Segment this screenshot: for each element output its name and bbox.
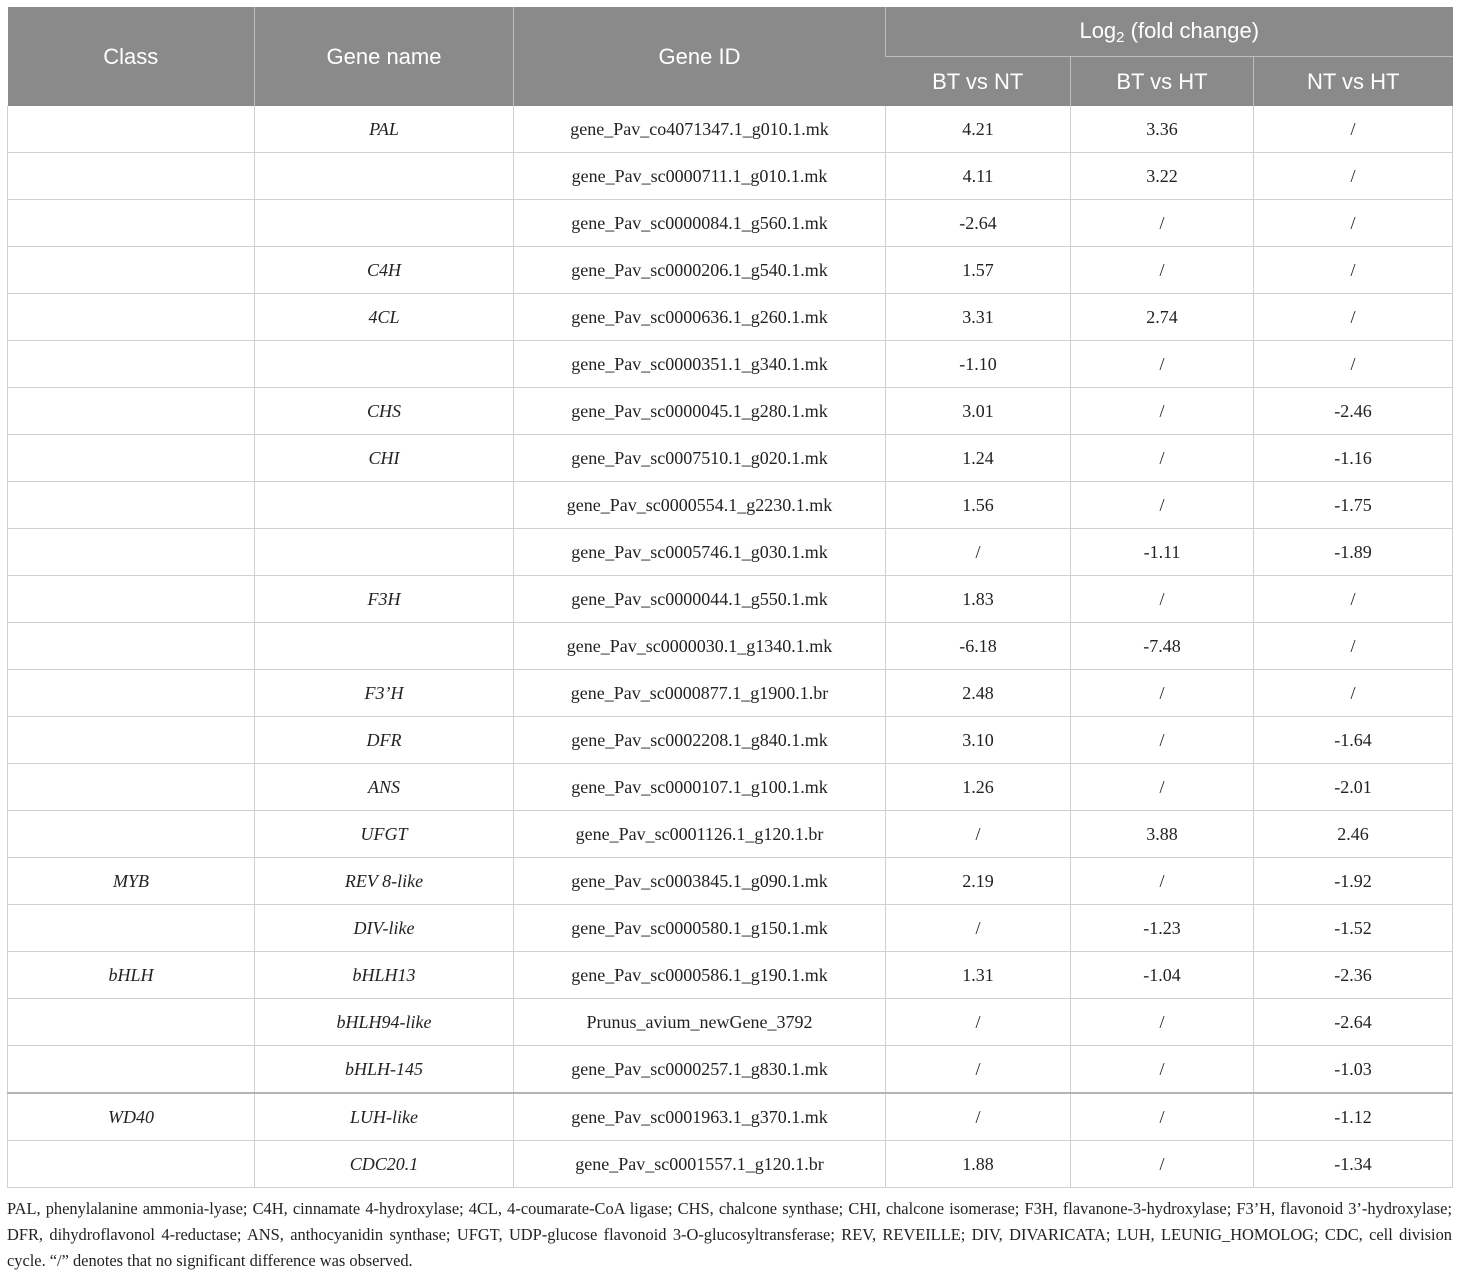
- cell-gene-name: F3H: [255, 576, 514, 623]
- cell-bt-vs-ht: /: [1071, 717, 1254, 764]
- table-body: [8, 106, 1453, 1188]
- cell-bt-vs-nt: 3.31: [886, 294, 1071, 341]
- table-row: [8, 482, 1453, 529]
- cell-class: [8, 341, 255, 388]
- cell-bt-vs-nt: /: [886, 529, 1071, 576]
- cell-gene-id: gene_Pav_sc0000554.1_g2230.1.mk: [514, 482, 886, 529]
- table-row: [8, 905, 1453, 952]
- table-row: [8, 623, 1453, 670]
- cell-bt-vs-ht: 3.22: [1071, 153, 1254, 200]
- cell-gene-id: gene_Pav_sc0000586.1_g190.1.mk: [514, 952, 886, 999]
- header-log-prefix: Log: [1079, 17, 1117, 43]
- cell-class: [8, 670, 255, 717]
- cell-nt-vs-ht: -2.01: [1254, 764, 1453, 811]
- cell-nt-vs-ht: -1.03: [1254, 1046, 1453, 1094]
- cell-nt-vs-ht: /: [1254, 247, 1453, 294]
- cell-bt-vs-ht: /: [1071, 388, 1254, 435]
- cell-bt-vs-ht: /: [1071, 670, 1254, 717]
- cell-nt-vs-ht: /: [1254, 341, 1453, 388]
- cell-bt-vs-ht: 2.74: [1071, 294, 1254, 341]
- cell-bt-vs-ht: 3.88: [1071, 811, 1254, 858]
- header-row: [8, 7, 1453, 57]
- cell-gene-id: gene_Pav_sc0000351.1_g340.1.mk: [514, 341, 886, 388]
- table-row: [8, 811, 1453, 858]
- cell-gene-id: gene_Pav_sc0000636.1_g260.1.mk: [514, 294, 886, 341]
- cell-gene-id: gene_Pav_sc0000257.1_g830.1.mk: [514, 1046, 886, 1094]
- cell-class: bHLH: [8, 952, 255, 999]
- cell-nt-vs-ht: -2.46: [1254, 388, 1453, 435]
- cell-bt-vs-nt: 4.21: [886, 106, 1071, 153]
- table-row: [8, 717, 1453, 764]
- table-row: [8, 200, 1453, 247]
- cell-nt-vs-ht: /: [1254, 153, 1453, 200]
- cell-gene-id: gene_Pav_sc0007510.1_g020.1.mk: [514, 435, 886, 482]
- cell-nt-vs-ht: -1.75: [1254, 482, 1453, 529]
- cell-gene-name: CHI: [255, 435, 514, 482]
- cell-gene-id: gene_Pav_sc0003845.1_g090.1.mk: [514, 858, 886, 905]
- header-gene-name: Gene name: [255, 7, 514, 106]
- cell-gene-name: [255, 153, 514, 200]
- cell-nt-vs-ht: /: [1254, 623, 1453, 670]
- cell-gene-id: gene_Pav_sc0000711.1_g010.1.mk: [514, 153, 886, 200]
- cell-gene-name: [255, 482, 514, 529]
- table-row: [8, 341, 1453, 388]
- cell-nt-vs-ht: -1.64: [1254, 717, 1453, 764]
- cell-gene-name: PAL: [255, 106, 514, 153]
- table-row: [8, 764, 1453, 811]
- table-row: [8, 1093, 1453, 1141]
- cell-bt-vs-ht: -7.48: [1071, 623, 1254, 670]
- table-row: [8, 952, 1453, 999]
- cell-bt-vs-ht: /: [1071, 200, 1254, 247]
- cell-gene-id: gene_Pav_sc0002208.1_g840.1.mk: [514, 717, 886, 764]
- cell-gene-name: DFR: [255, 717, 514, 764]
- cell-gene-name: UFGT: [255, 811, 514, 858]
- cell-nt-vs-ht: -1.16: [1254, 435, 1453, 482]
- cell-gene-name: [255, 529, 514, 576]
- cell-gene-id: gene_Pav_sc0001557.1_g120.1.br: [514, 1141, 886, 1188]
- cell-gene-name: [255, 623, 514, 670]
- header-class: Class: [8, 7, 255, 106]
- cell-bt-vs-ht: /: [1071, 482, 1254, 529]
- header-nt-vs-ht: NT vs HT: [1254, 57, 1453, 107]
- cell-gene-id: gene_Pav_sc0000044.1_g550.1.mk: [514, 576, 886, 623]
- cell-nt-vs-ht: /: [1254, 106, 1453, 153]
- cell-class: [8, 388, 255, 435]
- header-bt-vs-nt: BT vs NT: [886, 57, 1071, 107]
- cell-bt-vs-nt: /: [886, 811, 1071, 858]
- cell-gene-name: [255, 200, 514, 247]
- cell-bt-vs-nt: -6.18: [886, 623, 1071, 670]
- cell-bt-vs-nt: 2.19: [886, 858, 1071, 905]
- cell-nt-vs-ht: 2.46: [1254, 811, 1453, 858]
- cell-bt-vs-ht: /: [1071, 247, 1254, 294]
- cell-bt-vs-ht: /: [1071, 341, 1254, 388]
- cell-bt-vs-nt: 3.01: [886, 388, 1071, 435]
- cell-class: MYB: [8, 858, 255, 905]
- table-row: [8, 294, 1453, 341]
- cell-nt-vs-ht: /: [1254, 576, 1453, 623]
- cell-gene-name: 4CL: [255, 294, 514, 341]
- cell-gene-id: gene_Pav_co4071347.1_g010.1.mk: [514, 106, 886, 153]
- header-log-sub: 2: [1116, 28, 1125, 46]
- table-row: [8, 576, 1453, 623]
- cell-gene-id: gene_Pav_sc0000030.1_g1340.1.mk: [514, 623, 886, 670]
- table-row: [8, 435, 1453, 482]
- cell-bt-vs-ht: /: [1071, 1141, 1254, 1188]
- cell-nt-vs-ht: -2.64: [1254, 999, 1453, 1046]
- cell-gene-name: REV 8-like: [255, 858, 514, 905]
- cell-class: [8, 811, 255, 858]
- table-row: [8, 858, 1453, 905]
- cell-class: [8, 482, 255, 529]
- table-row: [8, 106, 1453, 153]
- cell-bt-vs-ht: /: [1071, 576, 1254, 623]
- cell-bt-vs-ht: /: [1071, 1046, 1254, 1094]
- table-row: [8, 388, 1453, 435]
- cell-gene-name: bHLH94-like: [255, 999, 514, 1046]
- header-bt-vs-ht: BT vs HT: [1071, 57, 1254, 107]
- cell-bt-vs-nt: -1.10: [886, 341, 1071, 388]
- cell-bt-vs-ht: /: [1071, 1093, 1254, 1141]
- cell-gene-name: bHLH13: [255, 952, 514, 999]
- cell-nt-vs-ht: -1.92: [1254, 858, 1453, 905]
- cell-class: [8, 905, 255, 952]
- cell-nt-vs-ht: -1.52: [1254, 905, 1453, 952]
- cell-nt-vs-ht: /: [1254, 294, 1453, 341]
- cell-bt-vs-nt: /: [886, 1093, 1071, 1141]
- cell-bt-vs-ht: -1.04: [1071, 952, 1254, 999]
- cell-class: [8, 153, 255, 200]
- cell-class: [8, 1046, 255, 1094]
- cell-gene-id: gene_Pav_sc0001963.1_g370.1.mk: [514, 1093, 886, 1141]
- cell-gene-id: gene_Pav_sc0000107.1_g100.1.mk: [514, 764, 886, 811]
- cell-class: [8, 106, 255, 153]
- cell-gene-name: DIV-like: [255, 905, 514, 952]
- cell-gene-id: Prunus_avium_newGene_3792: [514, 999, 886, 1046]
- cell-bt-vs-nt: 1.83: [886, 576, 1071, 623]
- cell-gene-name: CHS: [255, 388, 514, 435]
- table-container: [7, 7, 1452, 1188]
- cell-class: [8, 1141, 255, 1188]
- cell-gene-id: gene_Pav_sc0001126.1_g120.1.br: [514, 811, 886, 858]
- table-row: [8, 670, 1453, 717]
- table-row: [8, 999, 1453, 1046]
- cell-bt-vs-nt: /: [886, 1046, 1071, 1094]
- cell-gene-name: F3’H: [255, 670, 514, 717]
- cell-bt-vs-nt: -2.64: [886, 200, 1071, 247]
- cell-gene-name: LUH-like: [255, 1093, 514, 1141]
- cell-class: [8, 200, 255, 247]
- cell-gene-name: [255, 341, 514, 388]
- cell-nt-vs-ht: -1.12: [1254, 1093, 1453, 1141]
- table-row: [8, 1046, 1453, 1094]
- table-row: [8, 153, 1453, 200]
- cell-class: [8, 717, 255, 764]
- cell-nt-vs-ht: /: [1254, 200, 1453, 247]
- table-row: [8, 1141, 1453, 1188]
- cell-bt-vs-ht: /: [1071, 764, 1254, 811]
- cell-bt-vs-ht: 3.36: [1071, 106, 1254, 153]
- cell-bt-vs-nt: 1.56: [886, 482, 1071, 529]
- cell-gene-id: gene_Pav_sc0000580.1_g150.1.mk: [514, 905, 886, 952]
- gene-expression-table: [7, 7, 1453, 1188]
- table-row: [8, 247, 1453, 294]
- cell-gene-id: gene_Pav_sc0005746.1_g030.1.mk: [514, 529, 886, 576]
- cell-bt-vs-nt: 4.11: [886, 153, 1071, 200]
- table-row: [8, 529, 1453, 576]
- cell-bt-vs-nt: /: [886, 905, 1071, 952]
- cell-gene-name: bHLH-145: [255, 1046, 514, 1094]
- cell-bt-vs-ht: /: [1071, 435, 1254, 482]
- cell-bt-vs-nt: 1.24: [886, 435, 1071, 482]
- cell-class: [8, 576, 255, 623]
- cell-gene-name: CDC20.1: [255, 1141, 514, 1188]
- cell-bt-vs-nt: 3.10: [886, 717, 1071, 764]
- cell-bt-vs-nt: 1.31: [886, 952, 1071, 999]
- cell-nt-vs-ht: -1.34: [1254, 1141, 1453, 1188]
- cell-class: [8, 247, 255, 294]
- cell-class: [8, 435, 255, 482]
- cell-bt-vs-nt: 1.88: [886, 1141, 1071, 1188]
- cell-class: [8, 529, 255, 576]
- cell-class: WD40: [8, 1093, 255, 1141]
- cell-gene-name: ANS: [255, 764, 514, 811]
- cell-gene-id: gene_Pav_sc0000206.1_g540.1.mk: [514, 247, 886, 294]
- cell-gene-id: gene_Pav_sc0000877.1_g1900.1.br: [514, 670, 886, 717]
- cell-nt-vs-ht: /: [1254, 670, 1453, 717]
- cell-bt-vs-ht: /: [1071, 858, 1254, 905]
- cell-class: [8, 294, 255, 341]
- header-gene-id: Gene ID: [514, 7, 886, 106]
- cell-class: [8, 764, 255, 811]
- cell-bt-vs-ht: -1.11: [1071, 529, 1254, 576]
- cell-nt-vs-ht: -1.89: [1254, 529, 1453, 576]
- cell-bt-vs-ht: -1.23: [1071, 905, 1254, 952]
- cell-gene-id: gene_Pav_sc0000045.1_g280.1.mk: [514, 388, 886, 435]
- table-footnote: PAL, phenylalanine ammonia-lyase; C4H, cinnamate 4-hydroxylase; 4CL, 4-coumarate-CoA ligase; CHS, chalcone synthase; CHI, chalcone isomerase; F3H, flavanone-3-hydroxylase; F3’H, flavonoid 3’-hydroxylase; DFR, dihydroflavonol 4-reductase; ANS, anthocyanidin synthase; UFGT, UDP-glucose flavonoid 3-O-glucosyltransferase; REV, REVEILLE; DIV, DIVARICATA; LUH, LEUNIG_HOMOLOG; CDC, cell division cycle. “/” denotes that no significant difference was observed.: [7, 1199, 1452, 1270]
- cell-class: [8, 623, 255, 670]
- header-log2-fold-change: [886, 7, 1453, 57]
- cell-gene-id: gene_Pav_sc0000084.1_g560.1.mk: [514, 200, 886, 247]
- cell-class: [8, 999, 255, 1046]
- header-log-suffix: (fold change): [1124, 17, 1260, 43]
- cell-bt-vs-nt: /: [886, 999, 1071, 1046]
- cell-nt-vs-ht: -2.36: [1254, 952, 1453, 999]
- cell-bt-vs-nt: 1.57: [886, 247, 1071, 294]
- cell-bt-vs-nt: 1.26: [886, 764, 1071, 811]
- cell-bt-vs-nt: 2.48: [886, 670, 1071, 717]
- cell-bt-vs-ht: /: [1071, 999, 1254, 1046]
- cell-gene-name: C4H: [255, 247, 514, 294]
